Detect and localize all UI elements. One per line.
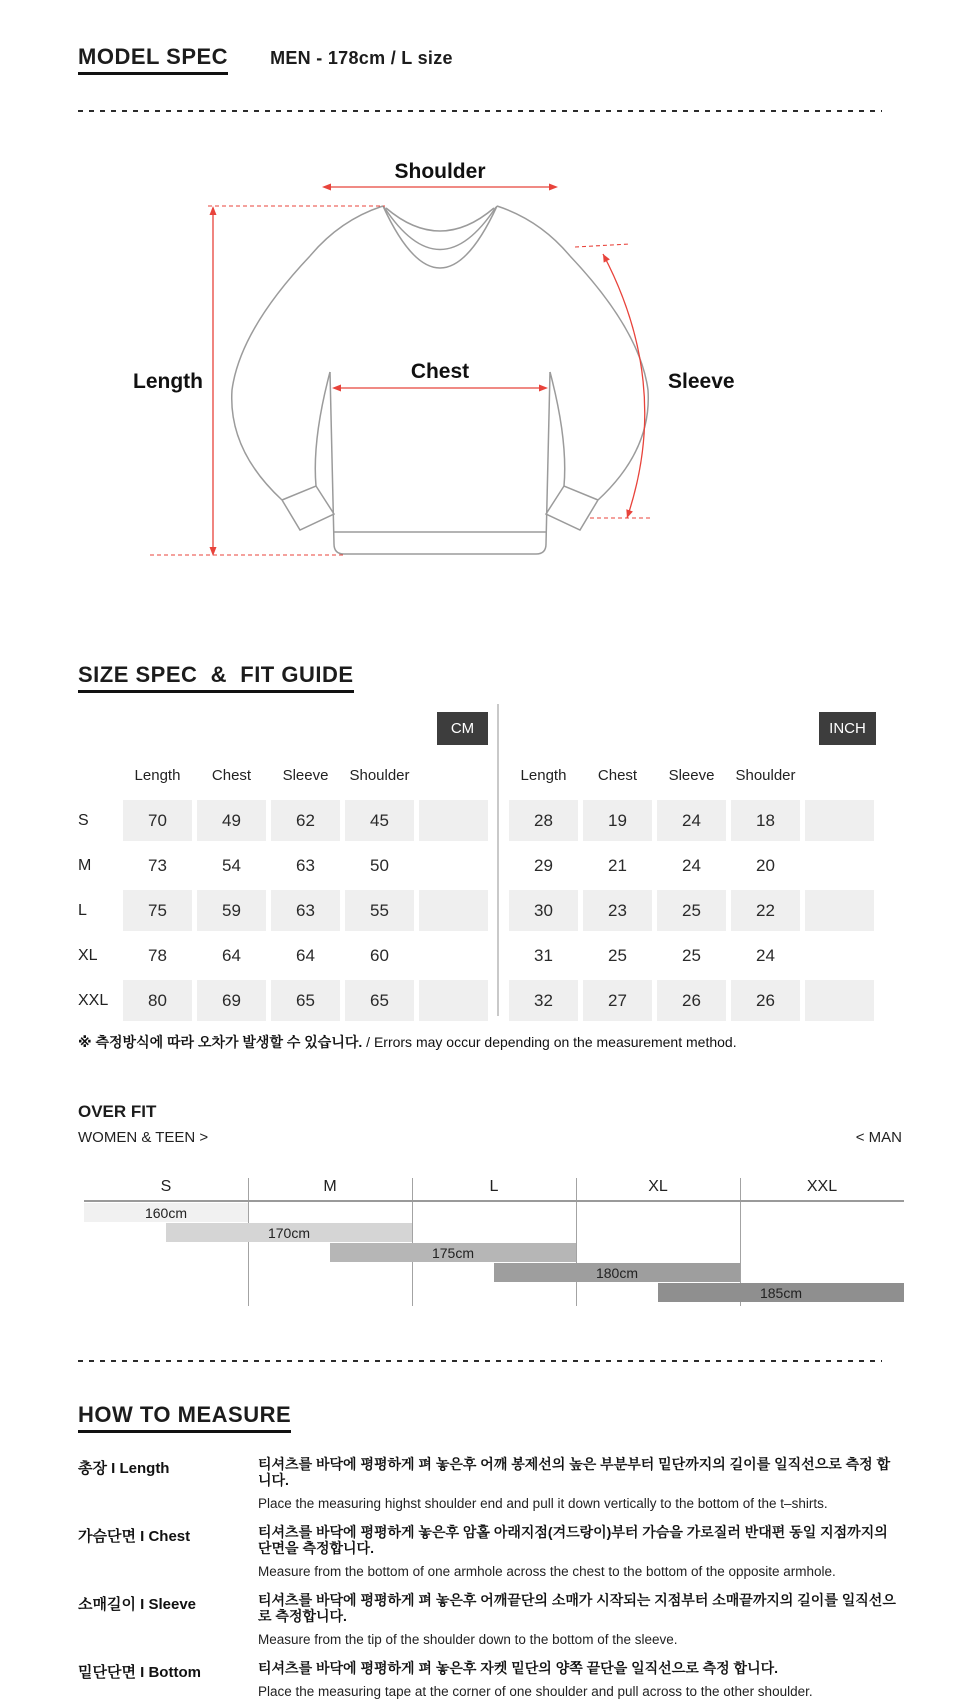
shoulder-label: Shoulder: [394, 160, 486, 183]
overfit-bar-175: 175cm: [330, 1243, 576, 1262]
measure-row-chest: 가슴단면 I Chest 티셔츠를 바닥에 평평하게 놓은후 암홀 아래지점(겨드랑이)부터 가슴을 가로질러 반대편 동일 지점까지의 단면을 측정합니다. Measure from the bottom of one armhole across the chest to the bottom of the opposite armhole.: [78, 1524, 888, 1579]
dashed-divider-bottom: [78, 1360, 882, 1362]
inch-col-sleeve: Sleeve: [668, 766, 715, 784]
inch-unit-badge: INCH: [819, 712, 876, 745]
inch-row-s: 28 19 24 18: [509, 800, 874, 841]
measure-marks: [133, 160, 735, 556]
chest-label: Chest: [410, 360, 470, 383]
overfit-size-axis: [84, 1178, 904, 1200]
how-to-measure-title: HOW TO MEASURE: [78, 1402, 291, 1433]
cm-col-shoulder: Shoulder: [349, 766, 410, 784]
overfit-bar-180: 180cm: [494, 1263, 740, 1282]
cm-table-header: [78, 764, 488, 786]
model-spec-title: MODEL SPEC: [78, 44, 228, 75]
cm-row-xxl: XXL 80 69 65 65: [78, 980, 488, 1021]
cm-row-m: M 73 54 63 50: [78, 855, 389, 875]
cm-size-table: [78, 764, 488, 1021]
sleeve-label: Sleeve: [668, 370, 735, 393]
inch-row-xxl: 32 27 26 26: [509, 980, 874, 1021]
cm-row-s: S 70 49 62 45: [78, 800, 488, 841]
size-spec-title: SIZE SPEC & FIT GUIDE: [78, 662, 354, 693]
cm-row-xl: XL 78 64 64 60: [78, 945, 389, 965]
table-divider: [497, 704, 499, 1016]
cm-unit-badge: CM: [437, 712, 488, 745]
overfit-bar-170: 170cm: [166, 1223, 412, 1242]
overfit-left-label: WOMEN & TEEN >: [78, 1129, 209, 1146]
inch-col-chest: Chest: [597, 766, 638, 784]
cm-col-sleeve: Sleeve: [282, 766, 329, 784]
overfit-title: OVER FIT: [78, 1102, 157, 1121]
overfit-size-m: M: [323, 1178, 337, 1195]
inch-size-table: [509, 764, 874, 1021]
overfit-size-l: L: [489, 1178, 499, 1195]
inch-row-m: 29 21 24 20: [534, 855, 775, 875]
measurement-note-en: / Errors may occur depending on the measurement method.: [366, 1034, 737, 1050]
inch-col-length: Length: [520, 766, 567, 784]
measurement-note-kr: ※ 측정방식에 따라 오차가 발생할 수 있습니다.: [78, 1034, 363, 1050]
overfit-bar-160: 160cm: [84, 1203, 248, 1222]
inch-col-shoulder: Shoulder: [735, 766, 796, 784]
cm-col-chest: Chest: [211, 766, 252, 784]
measure-row-length: 총장 I Length 티셔츠를 바닥에 평평하게 펴 놓은후 어깨 봉제선의 높은 부분부터 밑단까지의 길이를 일직선으로 측정 합니다. Place the measuring highst shoulder end and pull it down vertically to the bottom of the t–shirts.: [78, 1456, 891, 1511]
garment-measure-diagram: [60, 140, 900, 610]
overfit-size-xxl: XXL: [806, 1178, 838, 1195]
measure-row-bottom: 밑단단면 I Bottom 티셔츠를 바닥에 평평하게 펴 놓은후 자켓 밑단의 양쪽 끝단을 일직선으로 측정 합니다. Place the measuring tape at the corner of one shoulder and pull across to the other shoulder.: [78, 1660, 813, 1699]
overfit-chart: [84, 1178, 904, 1308]
overfit-size-s: S: [160, 1178, 172, 1195]
inch-row-l: 30 23 25 22: [509, 890, 874, 931]
cm-row-l: L 75 59 63 55: [78, 890, 488, 931]
length-label: Length: [133, 370, 203, 393]
overfit-bars: [84, 1200, 904, 1306]
overfit-right-label: < MAN: [855, 1129, 902, 1146]
overfit-bar-185: 185cm: [658, 1283, 904, 1302]
dashed-divider-top: [78, 110, 882, 112]
model-spec-subtitle: MEN - 178cm / L size: [270, 48, 453, 68]
model-spec-header: [78, 44, 453, 75]
inch-row-xl: 31 25 25 24: [534, 945, 775, 965]
inch-table-header: [509, 764, 874, 786]
overfit-size-xl: XL: [648, 1178, 668, 1195]
cm-col-length: Length: [134, 766, 181, 784]
measure-row-sleeve: 소매길이 I Sleeve 티셔츠를 바닥에 평평하게 펴 놓은후 어깨끝단의 소매가 시작되는 지점부터 소매끝까지의 길이를 일직선으로 측정합니다. Measure from the tip of the shoulder down to the bottom of the sleeve.: [78, 1592, 896, 1647]
measurement-note: [78, 1032, 737, 1052]
how-to-measure-list: [78, 1456, 902, 1708]
